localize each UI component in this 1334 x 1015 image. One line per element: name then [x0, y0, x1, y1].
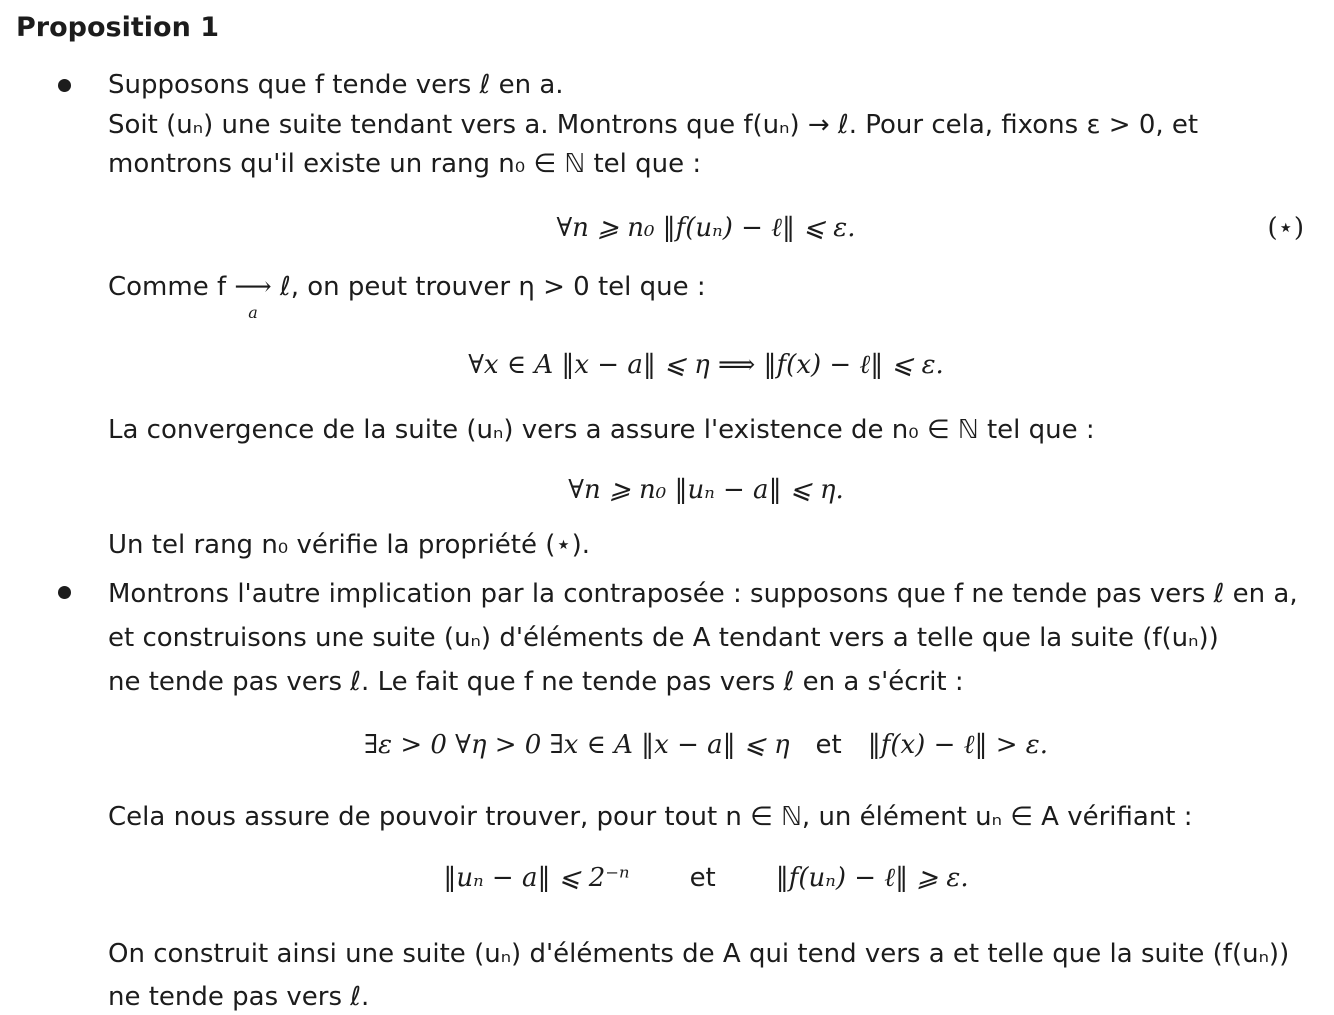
- negation-quantifiers: ∃ε > 0 ∀η > 0 ∃x ∈ A ‖x − a‖ ⩽ η: [364, 730, 790, 760]
- sequence-right: ‖f(uₙ) − ℓ‖ ⩾ ε.: [775, 863, 969, 893]
- equation-star: ∀n ⩾ n₀ ‖f(uₙ) − ℓ‖ ⩽ ε.: [556, 213, 856, 243]
- proposition-title: Proposition 1: [16, 12, 219, 43]
- item1-line5: La convergence de la suite (uₙ) vers a assure l'existence de n₀ ∈ ℕ tel que :: [108, 415, 1095, 445]
- bullet-icon: [58, 79, 71, 92]
- item1-line4: [108, 270, 706, 322]
- equation-sequence: [108, 858, 1304, 898]
- negation-right: ‖f(x) − ℓ‖ > ε.: [867, 730, 1048, 760]
- limit-arrow-glyph: ⟶: [234, 272, 272, 302]
- negation-et: et: [815, 730, 842, 760]
- item2-line4: Cela nous assure de pouvoir trouver, pour tout n ∈ ℕ, un élément uₙ ∈ A vérifiant :: [108, 802, 1193, 832]
- sequence-et: et: [689, 863, 716, 893]
- sequence-left: ‖uₙ − a‖ ⩽ 2⁻ⁿ: [443, 863, 630, 893]
- item1-line1: Supposons que f tende vers ℓ en a.: [108, 70, 564, 100]
- equation-convergence: ∀n ⩾ n₀ ‖uₙ − a‖ ⩽ η.: [568, 475, 844, 505]
- item2-line3: ne tende pas vers ℓ. Le fait que f ne tende pas vers ℓ en a s'écrit :: [108, 667, 964, 697]
- item2-line1: Montrons l'autre implication par la contraposée : supposons que f ne tende pas vers ℓ en a,: [108, 579, 1298, 609]
- item1-line2: Soit (uₙ) une suite tendant vers a. Montrons que f(uₙ) → ℓ. Pour cela, fixons ε > 0, et: [108, 110, 1199, 140]
- item2-line2: et construisons une suite (uₙ) d'éléments de A tendant vers a telle que la suite (f(uₙ)): [108, 623, 1219, 653]
- equation-continuity: ∀x ∈ A ‖x − a‖ ⩽ η ⟹ ‖f(x) − ℓ‖ ⩽ ε.: [468, 350, 944, 380]
- item1-line4-end: ℓ, on peut trouver η > 0 tel que :: [271, 272, 706, 302]
- bullet-icon: [58, 586, 71, 599]
- item2-line5: On construit ainsi une suite (uₙ) d'éléments de A qui tend vers a et telle que la suite (f(uₙ)): [108, 939, 1290, 969]
- limit-arrow: [234, 270, 272, 322]
- item1-line4-start: Comme f: [108, 272, 235, 302]
- item2-line6: ne tende pas vers ℓ.: [108, 982, 370, 1012]
- item1-line3: montrons qu'il existe un rang n₀ ∈ ℕ tel que :: [108, 149, 702, 179]
- item1-line6: Un tel rang n₀ vérifie la propriété (⋆).: [108, 530, 591, 560]
- equation-negation: [108, 725, 1304, 765]
- limit-arrow-subscript: a: [248, 303, 258, 322]
- equation-tag: (⋆): [1267, 213, 1304, 243]
